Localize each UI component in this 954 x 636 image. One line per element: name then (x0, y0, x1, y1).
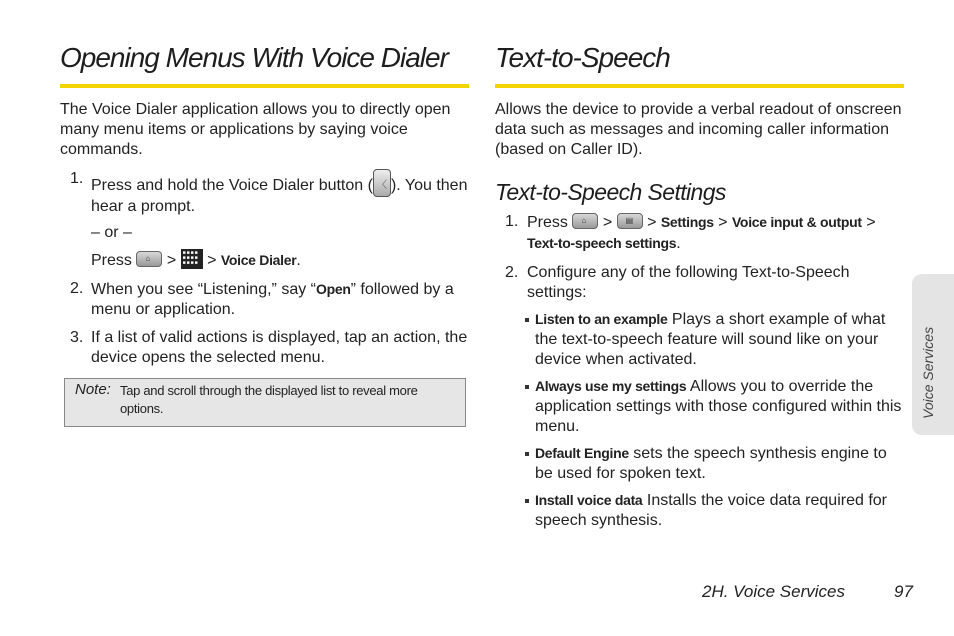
chevron-icon: > (718, 214, 728, 231)
right-column (495, 40, 904, 531)
step-number: 1. (70, 170, 84, 187)
tts-settings-label: Text-to-speech settings (527, 235, 677, 251)
or-separator: – or – (91, 224, 132, 241)
step-text-tail: ). You then hear a prompt. (91, 177, 468, 215)
setting-listen-example (495, 309, 904, 370)
section-title-voice-dialer: Opening Menus With Voice Dialer (60, 40, 469, 88)
step-text-tail: ” followed by a menu or application. (91, 281, 454, 318)
voice-dialer-intro: The Voice Dialer application allows you to directly open many menu items or applications by saying voice commands. (60, 101, 451, 158)
step-text: Press and hold the Voice Dialer button ( (91, 177, 373, 194)
bullet-icon (525, 385, 529, 389)
text-to-speech-intro: Allows the device to provide a verbal readout of onscreen data such as messages and incoming caller information (based on Caller ID). (495, 101, 902, 158)
chevron-icon: > (207, 252, 217, 269)
note-text: Tap and scroll through the displayed list to reveal more options. (120, 383, 418, 416)
step-2 (60, 279, 469, 320)
settings-label: Settings (660, 214, 714, 230)
chevron-icon: > (166, 252, 177, 269)
open-command: Open (316, 281, 351, 297)
applications-grid-icon: ■■■■ ■■■■ ■■■■ (181, 249, 203, 269)
voice-dialer-button-icon: 〈 (373, 169, 391, 197)
step-text: Configure any of the following Text-to-Speech settings: (527, 264, 850, 301)
setting-default-engine (495, 443, 904, 484)
setting-term: Install voice data (535, 492, 643, 508)
voice-input-output-label: Voice input & output (731, 214, 862, 230)
bullet-icon (525, 452, 529, 456)
step-3 (60, 328, 469, 368)
setting-desc: Allows you to override the application settings with those configured within this menu. (535, 378, 902, 435)
subsection-title-tts-settings: Text-to-Speech Settings (495, 179, 726, 205)
left-column (60, 40, 469, 427)
bullet-icon (525, 318, 529, 322)
footer-page-number: 97 (894, 582, 913, 601)
step-text: When you see “Listening,” say “ (91, 281, 316, 298)
step-number: 1. (505, 213, 519, 230)
tts-step-2 (495, 263, 904, 303)
side-tab-label: Voice Services (920, 326, 936, 419)
press-label: Press (527, 214, 568, 231)
voice-dialer-label: Voice Dialer (220, 252, 297, 268)
note-box (64, 378, 466, 427)
chevron-icon: > (647, 214, 657, 231)
setting-term: Always use my settings (535, 378, 687, 394)
tts-step-1: 1. Press ⌂ > ▤ > Settings > Voice input & output > Text-to-speech settings. (505, 213, 876, 252)
menu-key-icon: ▤ (617, 213, 643, 229)
press-label: Press (91, 252, 132, 269)
bullet-icon (525, 499, 529, 503)
step-number: 3. (70, 329, 84, 346)
home-key-icon: ⌂ (572, 213, 598, 229)
setting-desc: Plays a short example of what the text-to-speech feature will sound like on your device when activated. (535, 311, 886, 368)
step-1 (60, 169, 469, 271)
setting-term: Listen to an example (535, 311, 668, 327)
step-text: If a list of valid actions is displayed, tap an action, the device opens the selected menu. (91, 329, 468, 366)
press-path: Press ⌂ > ■■■■ ■■■■ ■■■■ > Voice Dialer. (91, 251, 301, 269)
home-key-icon: ⌂ (136, 251, 162, 267)
side-tab-voice-services (912, 274, 954, 435)
setting-term: Default Engine (535, 445, 629, 461)
setting-install-voice-data (495, 490, 904, 531)
step-number: 2. (70, 280, 84, 297)
footer-section: 2H. Voice Services (702, 582, 845, 601)
setting-always-use (495, 376, 904, 437)
chevron-icon: > (866, 214, 876, 231)
setting-desc: sets the speech synthesis engine to be used for spoken text. (535, 445, 887, 482)
note-label: Note: (75, 381, 111, 398)
chevron-icon: > (602, 214, 613, 231)
step-number: 2. (505, 264, 519, 281)
setting-desc: Installs the voice data required for speech synthesis. (535, 492, 887, 529)
section-title-text-to-speech: Text-to-Speech (495, 40, 904, 88)
